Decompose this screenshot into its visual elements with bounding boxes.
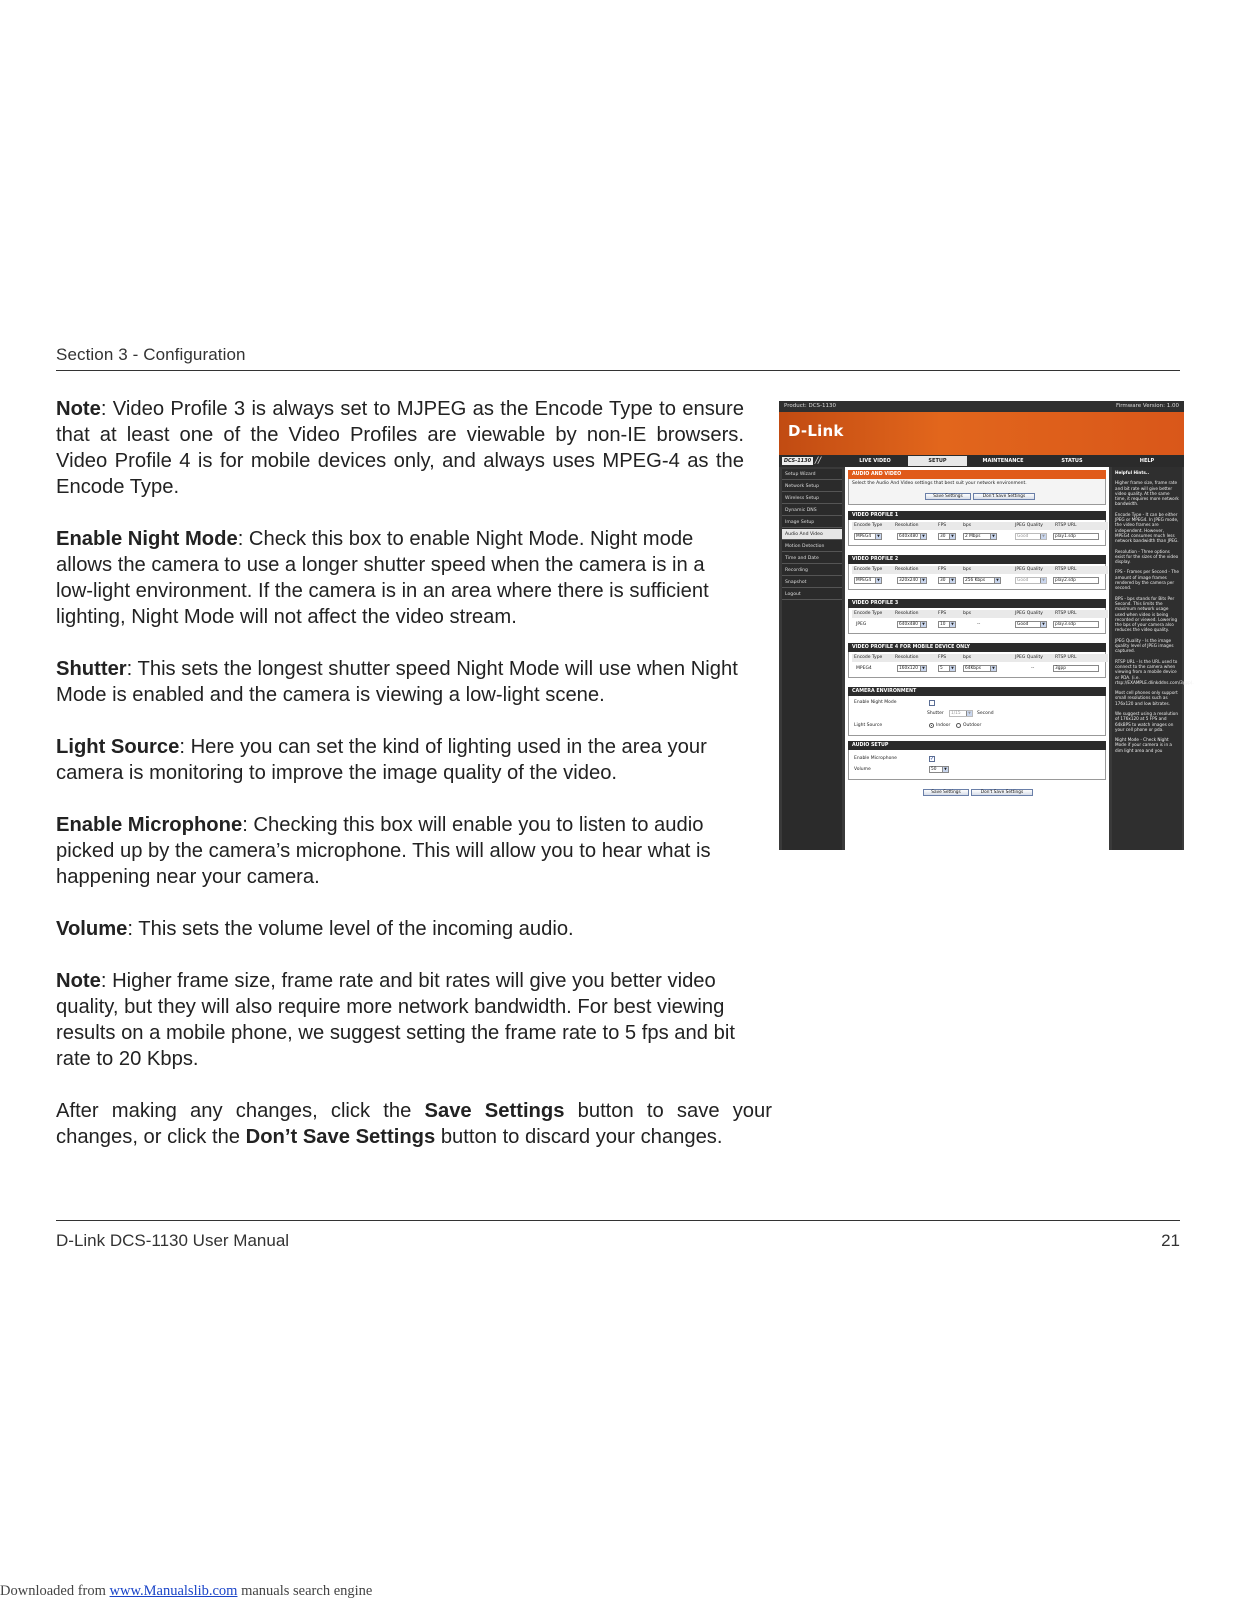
profile3-bps-value: -- bbox=[977, 622, 981, 627]
col-rtsp-url: RTSP URL bbox=[1055, 611, 1077, 616]
after-text-c: button to save your changes, or click the bbox=[56, 1100, 772, 1148]
volume-value: 50 bbox=[931, 767, 937, 772]
help-item: FPS - Frames per Second - The amount of image frames rendered by the camera per second. bbox=[1115, 569, 1179, 591]
profile2-box bbox=[848, 564, 1106, 590]
col-fps: FPS bbox=[938, 655, 947, 660]
profile1-title: VIDEO PROFILE 1 bbox=[848, 511, 1106, 520]
term-night-mode: Enable Night Mode bbox=[56, 528, 238, 550]
profile2-encode-select[interactable] bbox=[854, 577, 882, 584]
profile1-resolution-select[interactable] bbox=[897, 533, 927, 540]
profile4-fps-select[interactable] bbox=[938, 665, 956, 672]
profile3-box bbox=[848, 608, 1106, 634]
profile2-bps-select[interactable] bbox=[963, 577, 1001, 584]
profile3-title: VIDEO PROFILE 3 bbox=[848, 599, 1106, 608]
nav-setup-wizard[interactable]: Setup Wizard bbox=[782, 469, 842, 480]
footer-manual-title: D-Link DCS-1130 User Manual bbox=[56, 1231, 290, 1250]
chevron-down-icon: ▼ bbox=[875, 578, 881, 583]
profile1-fps-value: 30 bbox=[940, 534, 946, 539]
shutter-select[interactable] bbox=[949, 710, 973, 717]
profile1-rtsp-input[interactable]: play1.sdp bbox=[1053, 533, 1099, 540]
col-fps: FPS bbox=[938, 567, 947, 572]
term-microphone: Enable Microphone bbox=[56, 814, 243, 836]
download-notice bbox=[0, 1583, 372, 1600]
nav-logout[interactable]: Logout bbox=[782, 589, 842, 600]
tab-help[interactable]: HELP bbox=[1139, 458, 1155, 464]
microphone-paragraph bbox=[56, 812, 744, 890]
profile3-quality-value: Good bbox=[1017, 622, 1029, 627]
col-bps: bps bbox=[963, 523, 972, 528]
second-label: Second bbox=[977, 711, 994, 716]
tab-status[interactable]: STATUS bbox=[1061, 458, 1083, 464]
light-source-paragraph bbox=[56, 734, 744, 786]
shutter-text: : This sets the longest shutter speed Night Mode will use when Night Mode is enabled and the camera is viewing a low-light scene. bbox=[56, 658, 738, 706]
body-text bbox=[56, 396, 772, 1176]
profile2-res-value: 320x240 bbox=[899, 578, 918, 583]
chevron-down-icon: ▼ bbox=[949, 534, 955, 539]
profile3-fps-value: 10 bbox=[940, 622, 946, 627]
term-save-settings: Save Settings bbox=[424, 1100, 565, 1122]
product-bar bbox=[779, 401, 1184, 412]
help-item: RTSP URL - Is the URL used to connect to the camera when viewing from a mobile device or PDA. (i.e. rtsp://EXAMPLE.dlinkddns.com/3gpp). bbox=[1115, 658, 1194, 685]
profile4-res-value: 160x120 bbox=[899, 666, 918, 671]
term-dont-save: Don’t Save Settings bbox=[245, 1126, 436, 1148]
nav-wireless-setup[interactable]: Wireless Setup bbox=[782, 493, 842, 504]
chevron-down-icon: ▼ bbox=[1040, 622, 1046, 627]
night-mode-text: : Check this box to enable Night Mode. Night mode allows the camera to use a longer shutter speed when the camera is in a low-light environment. If the camera is in an area where there is sufficient lighting, Night Mode will not affect the video stream. bbox=[56, 528, 709, 628]
col-jpeg-quality: JPEG Quality bbox=[1015, 611, 1043, 616]
profile2-fps-value: 30 bbox=[940, 578, 946, 583]
page-number: 21 bbox=[1161, 1231, 1180, 1250]
profile2-quality-select[interactable] bbox=[1015, 577, 1047, 584]
profile1-bps-select[interactable] bbox=[963, 533, 997, 540]
volume-text: : This sets the volume level of the incoming audio. bbox=[127, 918, 574, 940]
manualslib-link[interactable]: www.Manualslib.com bbox=[109, 1583, 238, 1599]
chevron-down-icon: ▼ bbox=[990, 666, 996, 671]
profile1-quality-select[interactable] bbox=[1015, 533, 1047, 540]
shutter-label: Shutter bbox=[927, 711, 944, 716]
footer-rule bbox=[56, 1220, 1180, 1221]
nav-dynamic-dns[interactable]: Dynamic DNS bbox=[782, 505, 842, 516]
chevron-down-icon: ▼ bbox=[875, 534, 881, 539]
col-fps: FPS bbox=[938, 611, 947, 616]
note2-text: : Higher frame size, frame rate and bit rates will give you better video quality, but they will also require more network bandwidth. For best viewing results on a mobile phone, we suggest setting the frame rate to 5 fps and bit rate to 20 Kbps. bbox=[56, 970, 735, 1070]
nav-recording[interactable]: Recording bbox=[782, 565, 842, 576]
after-paragraph bbox=[56, 1098, 772, 1150]
night-mode-label: Enable Night Mode bbox=[854, 700, 897, 705]
av-description: Select the Audio And Video settings that best suit your network environment. bbox=[852, 481, 1027, 486]
av-section-box bbox=[848, 479, 1106, 505]
chevron-down-icon: ▼ bbox=[920, 622, 926, 627]
profile4-quality-value: -- bbox=[1031, 666, 1035, 671]
outdoor-label: Outdoor bbox=[963, 723, 982, 728]
chevron-down-icon: ▼ bbox=[942, 767, 948, 772]
profile3-resolution-select[interactable] bbox=[897, 621, 927, 628]
chevron-down-icon: ▼ bbox=[920, 534, 926, 539]
profile3-quality-select[interactable] bbox=[1015, 621, 1047, 628]
col-jpeg-quality: JPEG Quality bbox=[1015, 567, 1043, 572]
profile3-encode-value: JPEG bbox=[856, 622, 867, 627]
profile2-fps-select[interactable] bbox=[938, 577, 956, 584]
col-rtsp-url: RTSP URL bbox=[1055, 567, 1077, 572]
chevron-down-icon: ▼ bbox=[949, 622, 955, 627]
col-resolution: Resolution bbox=[895, 567, 919, 572]
section-header: Section 3 - Configuration bbox=[56, 345, 246, 364]
col-encode-type: Encode Type bbox=[854, 567, 883, 572]
profile1-encode-value: MPEG4 bbox=[856, 534, 872, 539]
chevron-down-icon: ▼ bbox=[949, 666, 955, 671]
help-item: JPEG Quality - Is the image quality level of JPEG images captured. bbox=[1115, 637, 1174, 654]
chevron-down-icon: ▼ bbox=[1040, 534, 1046, 539]
dont-save-settings-button-top[interactable]: Don't Save Settings bbox=[973, 493, 1035, 500]
help-item: Most cell phones only support small resolutions such as 176x120 and low bitrates. bbox=[1115, 690, 1178, 706]
dont-save-settings-button-bottom[interactable]: Don't Save Settings bbox=[971, 789, 1033, 796]
nav-audio-and-video[interactable]: Audio And Video bbox=[782, 529, 842, 540]
profile2-title: VIDEO PROFILE 2 bbox=[848, 555, 1106, 564]
profile3-res-value: 640x480 bbox=[899, 622, 918, 627]
outdoor-radio[interactable] bbox=[956, 723, 961, 728]
main-panel bbox=[845, 467, 1109, 850]
model-badge: DCS-1130 bbox=[783, 458, 812, 464]
shutter-paragraph bbox=[56, 656, 744, 708]
nav-snapshot[interactable]: Snapshot bbox=[782, 577, 842, 588]
col-encode-type: Encode Type bbox=[854, 611, 883, 616]
chevron-down-icon: ▼ bbox=[990, 534, 996, 539]
col-jpeg-quality: JPEG Quality bbox=[1015, 655, 1043, 660]
profile2-rtsp-input[interactable]: play2.sdp bbox=[1053, 577, 1099, 584]
help-item: Encode Type - It can be either JPEG or MPEG4. In JPEG mode, the video frames are independent. However, MPEG4 consumes much less network bandwidth than JPEG. bbox=[1115, 511, 1179, 544]
help-item: Night Mode - Check Night Mode if your camera is in a dim light area and you bbox=[1115, 737, 1172, 753]
volume-select[interactable] bbox=[929, 766, 949, 773]
audio-setup-box bbox=[848, 750, 1106, 780]
camera-env-title: CAMERA ENVIRONMENT bbox=[848, 687, 1106, 696]
night-mode-checkbox[interactable] bbox=[929, 700, 935, 706]
help-title: Helpful Hints.. bbox=[1115, 470, 1150, 475]
profile2-encode-value: MPEG4 bbox=[856, 578, 872, 583]
profile4-bps-select[interactable] bbox=[963, 665, 997, 672]
term-note: Note bbox=[56, 398, 101, 420]
camera-env-box bbox=[848, 696, 1106, 736]
tab-setup[interactable]: SETUP bbox=[908, 456, 967, 466]
nav-image-setup[interactable]: Image Setup bbox=[782, 517, 842, 528]
product-label: Product: DCS-1130 bbox=[784, 403, 837, 409]
help-item: BPS - bps stands for Bits Per Second. This limits the maximum network usage used when video is being recorded or viewed. Lowering the bps of your camera also reduces the video quality. bbox=[1115, 595, 1178, 633]
note-text: : Video Profile 3 is always set to MJPEG as the Encode Type to ensure that at least one of the Video Profiles are viewable by non-IE browsers. Video Profile 4 is for mobile devices only, and always uses MPEG-4 as the Encode Type. bbox=[56, 398, 744, 498]
after-text-a: After making any changes, click the bbox=[56, 1100, 425, 1122]
save-settings-button-top[interactable]: Save Settings bbox=[925, 493, 971, 500]
volume-label: Volume bbox=[854, 767, 871, 772]
profile2-resolution-select[interactable] bbox=[897, 577, 927, 584]
col-encode-type: Encode Type bbox=[854, 523, 883, 528]
col-resolution: Resolution bbox=[895, 611, 919, 616]
profile4-fps-value: 5 bbox=[940, 666, 943, 671]
profile4-resolution-select[interactable] bbox=[897, 665, 927, 672]
profile4-rtsp-input[interactable]: 3gpp bbox=[1053, 665, 1099, 672]
col-rtsp-url: RTSP URL bbox=[1055, 655, 1077, 660]
col-bps: bps bbox=[963, 567, 972, 572]
side-nav bbox=[782, 469, 842, 850]
chevron-down-icon: ▼ bbox=[994, 578, 1000, 583]
night-mode-paragraph bbox=[56, 526, 744, 630]
col-encode-type: Encode Type bbox=[854, 655, 883, 660]
indoor-label: Indoor bbox=[936, 723, 951, 728]
profile4-box bbox=[848, 652, 1106, 678]
profile4-title: VIDEO PROFILE 4 FOR MOBILE DEVICE ONLY bbox=[848, 643, 1106, 652]
download-suffix: manuals search engine bbox=[237, 1583, 373, 1599]
profile3-rtsp-input[interactable]: play3.sdp bbox=[1053, 621, 1099, 628]
profile1-bps-value: 2 Mbps bbox=[965, 534, 981, 539]
shutter-value: 1/15 bbox=[951, 711, 961, 716]
profile1-box bbox=[848, 520, 1106, 546]
chevron-down-icon: ▼ bbox=[920, 666, 926, 671]
chevron-down-icon: ▼ bbox=[949, 578, 955, 583]
col-bps: bps bbox=[963, 611, 972, 616]
camera-ui-screenshot bbox=[779, 401, 1194, 850]
chevron-down-icon: ▼ bbox=[966, 711, 972, 716]
profile2-bps-value: 256 Kbps bbox=[965, 578, 986, 583]
slash-decoration: // bbox=[815, 456, 822, 466]
enable-mic-checkbox[interactable]: ✓ bbox=[930, 756, 935, 762]
light-source-text: : Here you can set the kind of lighting used in the area your camera is monitoring to improve the image quality of the video. bbox=[56, 736, 707, 784]
av-section-title: AUDIO AND VIDEO bbox=[848, 470, 1106, 479]
save-settings-button-bottom[interactable]: Save Settings bbox=[923, 789, 969, 796]
note2-paragraph bbox=[56, 968, 772, 1072]
term-volume: Volume bbox=[56, 918, 128, 940]
volume-paragraph bbox=[56, 916, 744, 942]
profile2-quality-value: Good bbox=[1017, 578, 1029, 583]
col-fps: FPS bbox=[938, 523, 947, 528]
header-rule bbox=[56, 370, 1180, 371]
profile1-encode-select[interactable] bbox=[854, 533, 882, 540]
chevron-down-icon: ▼ bbox=[920, 578, 926, 583]
tab-live-video[interactable]: LIVE VIDEO bbox=[859, 458, 891, 464]
term-shutter: Shutter bbox=[56, 658, 127, 680]
col-jpeg-quality: JPEG Quality bbox=[1015, 523, 1043, 528]
enable-mic-label: Enable Microphone bbox=[854, 756, 897, 761]
audio-setup-title: AUDIO SETUP bbox=[848, 741, 1106, 750]
note-paragraph bbox=[56, 396, 744, 500]
col-bps: bps bbox=[963, 655, 972, 660]
help-item: Higher frame size, frame rate and bit rate will give better video quality. At the same time, it requires more network bandwidth. bbox=[1115, 480, 1179, 507]
tab-maintenance[interactable]: MAINTENANCE bbox=[982, 458, 1024, 464]
download-prefix: Downloaded from bbox=[0, 1583, 110, 1599]
profile4-bps-value: 64Kbps bbox=[965, 666, 981, 671]
help-item: Resolution - Three options exist for the sizes of the video display. bbox=[1115, 548, 1179, 565]
nav-motion-detection[interactable]: Motion Detection bbox=[782, 541, 842, 552]
term-note2: Note bbox=[56, 970, 101, 992]
profile1-res-value: 640x480 bbox=[899, 534, 918, 539]
term-light-source: Light Source bbox=[56, 736, 180, 758]
col-rtsp-url: RTSP URL bbox=[1055, 523, 1077, 528]
profile3-fps-select[interactable] bbox=[938, 621, 956, 628]
profile1-fps-select[interactable] bbox=[938, 533, 956, 540]
help-panel bbox=[1112, 467, 1194, 850]
nav-time-and-date[interactable]: Time and Date bbox=[782, 553, 842, 564]
col-resolution: Resolution bbox=[895, 655, 919, 660]
help-item: We suggest using a resolution of 176x120 at 5 FPS and 64kBPS to watch images on your cell phone or pda. bbox=[1115, 710, 1179, 732]
after-text-d: button to discard your changes. bbox=[435, 1126, 723, 1148]
col-resolution: Resolution bbox=[895, 523, 919, 528]
light-source-label: Light Source bbox=[854, 723, 883, 728]
top-nav bbox=[779, 455, 1184, 467]
microphone-text: : Checking this box will enable you to listen to audio picked up by the camera’s microphone. This will allow you to hear what is happening near your camera. bbox=[56, 814, 711, 888]
firmware-label: Firmware Version: 1.00 bbox=[1115, 403, 1179, 409]
profile1-quality-value: Good bbox=[1017, 534, 1029, 539]
dlink-logo: D-Link bbox=[788, 422, 844, 440]
indoor-radio[interactable] bbox=[929, 723, 934, 728]
nav-network-setup[interactable]: Network Setup bbox=[782, 481, 842, 492]
brand-banner bbox=[779, 412, 1184, 455]
chevron-down-icon: ▼ bbox=[1040, 578, 1046, 583]
profile4-encode-value: MPEG4 bbox=[856, 666, 872, 671]
